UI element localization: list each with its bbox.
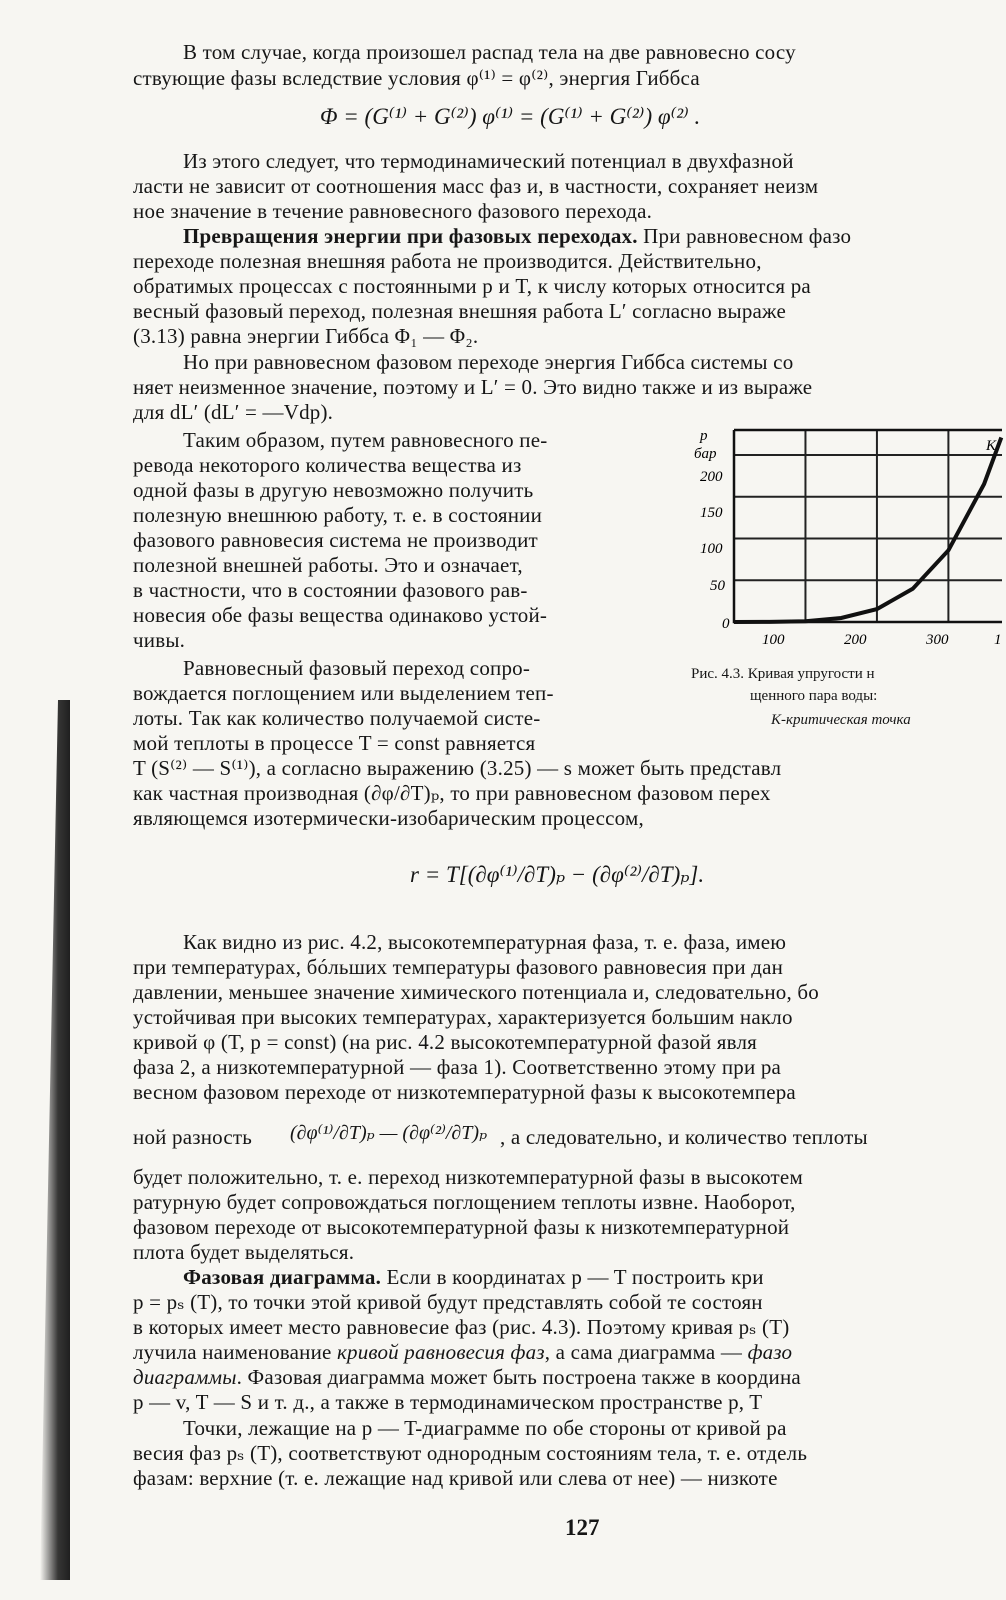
text-line: переходе полезная внешняя работа не производится. Действительно, xyxy=(133,249,762,273)
text-line: p — v, T — S и т. д., а также в термодинамическом пространстве p, T xyxy=(133,1390,763,1414)
x-tick-label: 1 xyxy=(994,632,1002,648)
page-binding-shadow xyxy=(40,700,70,1580)
text-line: чивы. xyxy=(133,628,186,652)
text-fragment: Если в координатах p — T построить кри xyxy=(381,1265,764,1289)
figure-caption-line: щенного пара воды: xyxy=(750,688,878,704)
text-line: давлении, меньшее значение химического потенциала и, следовательно, бо xyxy=(133,980,819,1004)
y-tick-label: 100 xyxy=(700,541,723,557)
text-line: весном фазовом переходе от низкотемпературной фазы к высокотемпера xyxy=(133,1080,796,1104)
y-axis-unit: бар xyxy=(694,446,717,462)
chart-svg xyxy=(686,426,1006,666)
text-line: ствующие фазы вследствие условия φ⁽¹⁾ = φ⁽²⁾, энергия Гиббса xyxy=(133,66,700,90)
x-tick-label: 300 xyxy=(926,632,949,648)
text-line: ласти не зависит от соотношения масс фаз и, в частности, сохраняет неизм xyxy=(133,174,819,198)
text-line: для dL′ (dL′ = —Vdp). xyxy=(133,400,334,424)
section-heading-line xyxy=(183,1265,764,1289)
text-line: полезную внешнюю работу, т. е. в состоянии xyxy=(133,503,543,527)
italic-term: диаграммы xyxy=(133,1365,237,1389)
text-line: весия фаз pₛ (T), соответствуют однородным состояниям тела, т. е. отдель xyxy=(133,1441,808,1465)
figure-caption-line: Рис. 4.3. Кривая упругости н xyxy=(691,666,875,682)
text-line: полезной внешней работы. Это и означает, xyxy=(133,553,523,577)
text-line: ревода некоторого количества вещества из xyxy=(133,453,522,477)
text-line: фазовом переходе от высокотемпературной фазы к низкотемпературной xyxy=(133,1215,790,1239)
formula-gibbs: Φ = (G⁽¹⁾ + G⁽²⁾) φ⁽¹⁾ = (G⁽¹⁾ + G⁽²⁾) φ⁽²⁾ . xyxy=(320,104,701,129)
x-tick-labels xyxy=(762,632,1002,648)
text-line: ное значение в течение равновесного фазового перехода. xyxy=(133,199,653,223)
section-heading: Фазовая диаграмма. xyxy=(183,1265,382,1289)
figure-vapor-pressure-curve xyxy=(686,426,1006,666)
page-number: 127 xyxy=(565,1515,600,1540)
y-tick-labels xyxy=(700,469,730,632)
y-tick-label: 200 xyxy=(700,469,723,485)
text-line: фаза 2, а низкотемпературной — фаза 1). Соответственно этому при ра xyxy=(133,1055,782,1079)
x-tick-label: 200 xyxy=(844,632,867,648)
text-fragment: лучила наименование xyxy=(133,1340,337,1364)
y-tick-label: 0 xyxy=(722,616,730,632)
text-line: фазового равновесия система не производит xyxy=(133,528,538,552)
text-line: плота будет выделяться. xyxy=(133,1240,355,1264)
text-line: новесия обе фазы вещества одинаково устой- xyxy=(133,603,548,627)
y-axis-label: p xyxy=(700,428,708,444)
text-line xyxy=(133,1340,792,1364)
text-line: Равновесный фазовый переход сопро- xyxy=(183,656,531,680)
text-line: Таким образом, путем равновесного пе- xyxy=(183,428,548,452)
text-line: при температурах, бóльших температуры фазового равновесия при дан xyxy=(133,955,784,979)
text-line: устойчивая при высоких температурах, характеризуется большим накло xyxy=(133,1005,793,1029)
section-heading: Превращения энергии при фазовых переходах. xyxy=(183,224,638,248)
text-line: вождается поглощением или выделением теп- xyxy=(133,681,554,705)
text-line: ратурную будет сопровождаться поглощением теплоты извне. Наоборот, xyxy=(133,1190,796,1214)
text-line: обратимых процессах с постоянными p и T, к числу которых относится ра xyxy=(133,274,811,298)
formula-difference: (∂φ⁽¹⁾/∂T)ₚ — (∂φ⁽²⁾/∂T)ₚ xyxy=(290,1122,488,1144)
text-line: ной разность xyxy=(133,1125,253,1149)
x-tick-label: 100 xyxy=(762,632,785,648)
italic-term: кривой равновесия фаз xyxy=(336,1340,545,1364)
text-line: весный фазовый переход, полезная внешняя работа L′ согласно выраже xyxy=(133,299,787,323)
text-line: В том случае, когда произошел распад тела на две равновесно сосу xyxy=(183,40,796,64)
italic-term: фазо xyxy=(747,1340,793,1364)
critical-point-label: К xyxy=(986,438,996,454)
text-line: , а следовательно, и количество теплоты xyxy=(500,1125,868,1149)
formula-heat: r = T[(∂φ⁽¹⁾/∂T)ₚ − (∂φ⁽²⁾/∂T)ₚ]. xyxy=(410,862,705,887)
text-line xyxy=(133,1365,801,1389)
text-line: T (S⁽²⁾ — S⁽¹⁾), а согласно выражению (3.25) — s может быть представл xyxy=(133,756,782,780)
text-fragment: , а сама диаграмма — xyxy=(544,1340,748,1364)
text-line: Но при равновесном фазовом переходе энергия Гиббса системы со xyxy=(183,350,794,374)
text-line: являющемся изотермически-изобарическим процессом, xyxy=(133,806,644,830)
series-line xyxy=(734,438,1001,623)
text-line: мой теплоты в процессе T = const равняется xyxy=(133,731,536,755)
text-line: Из этого следует, что термодинамический потенциал в двухфазной xyxy=(183,149,794,173)
text-line: в частности, что в состоянии фазового рав- xyxy=(133,578,528,602)
text-line: p = pₛ (T), то точки этой кривой будут представлять собой те состоян xyxy=(133,1290,763,1314)
section-heading-line xyxy=(183,224,851,248)
text-line: как частная производная (∂φ/∂T)ₚ, то при равновесном фазовом перех xyxy=(133,781,771,805)
y-tick-label: 50 xyxy=(710,578,725,594)
text-line: (3.13) равна энергии Гиббса Φ₁ — Φ₂. xyxy=(133,324,479,348)
text-line: в которых имеет место равновесие фаз (рис. 4.3). Поэтому кривая pₛ (T) xyxy=(133,1315,790,1339)
text-line: Точки, лежащие на p — T-диаграмме по обе стороны от кривой ра xyxy=(183,1416,787,1440)
text-line: лоты. Так как количество получаемой систе- xyxy=(133,706,541,730)
text-line: няет неизменное значение, поэтому и L′ = 0. Это видно также и из выраже xyxy=(133,375,813,399)
text-fragment: При равновесном фазо xyxy=(637,224,852,248)
text-line: кривой φ (T, p = const) (на рис. 4.2 высокотемпературной фазой явля xyxy=(133,1030,757,1054)
y-tick-label: 150 xyxy=(700,505,723,521)
figure-caption-line: К-критическая точка xyxy=(771,712,911,728)
text-line: одной фазы в другую невозможно получить xyxy=(133,478,534,502)
text-line: будет положительно, т. е. переход низкотемпературной фазы в высокотем xyxy=(133,1165,803,1189)
text-line: Как видно из рис. 4.2, высокотемпературная фаза, т. е. фаза, имею xyxy=(183,930,787,954)
text-line: фазам: верхние (т. е. лежащие над кривой или слева от нее) — низкоте xyxy=(133,1466,778,1490)
text-fragment: . Фазовая диаграмма может быть построена также в координа xyxy=(236,1365,801,1389)
